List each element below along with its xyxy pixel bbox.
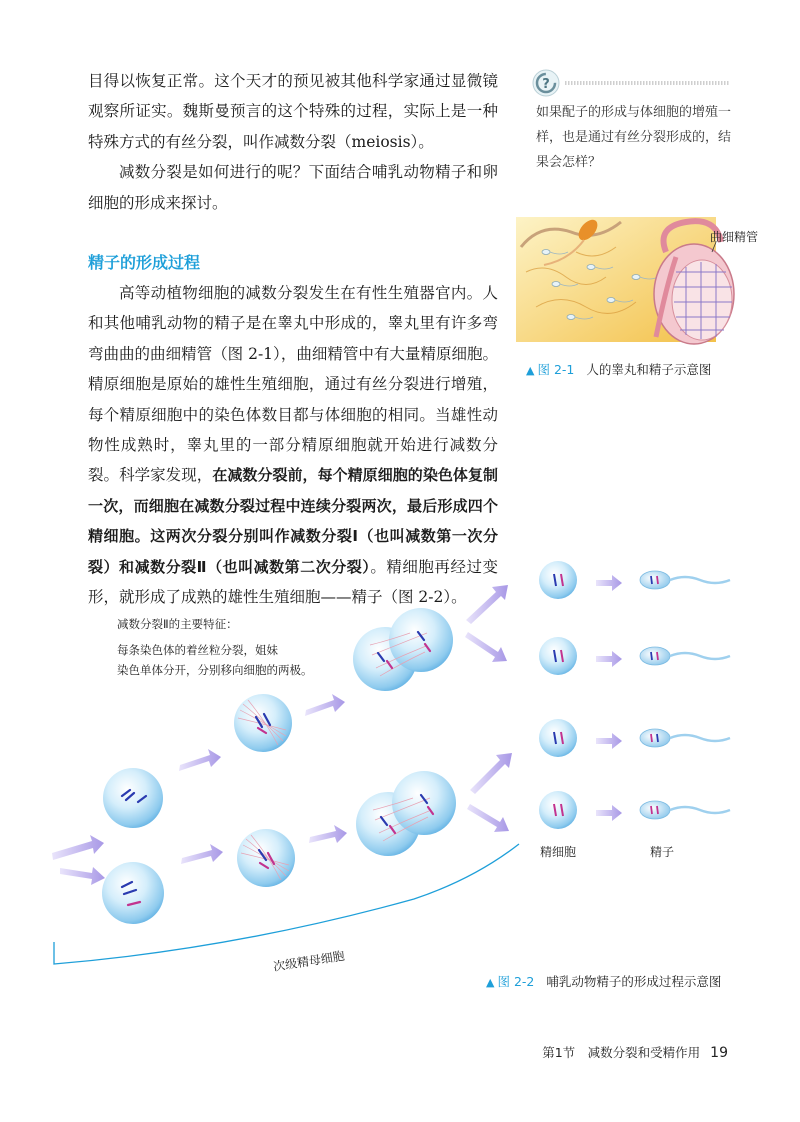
- paragraph-2: 减数分裂是如何进行的呢？下面结合哺乳动物精子和卵细胞的形成来探讨。: [88, 163, 498, 212]
- arrow-icon: [596, 651, 622, 667]
- figure-1-caption: [526, 360, 711, 378]
- paragraph-3-text-a: 高等动植物细胞的减数分裂发生在有性生殖器官内。人和其他哺乳动物的精子是在睾丸中形成的，睾丸里有许多弯弯曲曲的曲细精管（图 2-1），曲细精管中有大量精原细胞。精原细胞是原始的雄性生殖细胞，通过有丝分裂进行增殖，每个精原细胞中的染色体数目都与体细胞的相同。当雄性动物性成熟时，睾丸里的一部分精原细胞就开始进行减数分裂。科学家发现，: [88, 284, 498, 485]
- telophase-ii-cell: [356, 771, 456, 856]
- arrow-icon: [60, 867, 105, 885]
- arrow-icon: [596, 805, 622, 821]
- figure-1-caption-text: 人的睾丸和精子示意图: [586, 362, 712, 377]
- figure-2-caption: [486, 972, 721, 990]
- sperm-cell: [640, 647, 730, 665]
- section-heading: 精子的形成过程: [88, 253, 201, 273]
- metaphase-ii-cell: [234, 694, 292, 752]
- sidebar-question: 如果配子的形成与体细胞的增殖一样，也是通过有丝分裂形成的，结果会怎样？: [536, 105, 732, 170]
- spermatogenesis-diagram: [0, 557, 800, 980]
- arrow-icon: [596, 575, 622, 591]
- spermatid-label: 精细胞: [540, 845, 577, 859]
- meiosis-ii-note-line-2: 染色单体分开，分别移向细胞的两极。: [117, 663, 313, 677]
- figure-2-number: 图 2-2: [497, 974, 535, 989]
- page-number: 19: [710, 1045, 728, 1061]
- page-footer: [542, 1043, 728, 1061]
- arrow-icon: [52, 835, 104, 860]
- arrow-icon: [181, 844, 223, 864]
- arrow-icon: [465, 632, 507, 662]
- sperm-cell: [640, 571, 730, 589]
- spermatid-cell: [539, 791, 577, 829]
- paragraph-3-key-statement: 在减数分裂前，每个精原细胞的染色体复制一次，而细胞在减数分裂过程中连续分裂两次，最后形成四个精细胞。这两次分裂分别叫作减数分裂Ⅰ（也叫减数第一次分裂）和减数分裂Ⅱ（也叫减数第二次分裂）: [88, 466, 498, 576]
- sperm-label: 精子: [650, 845, 675, 859]
- paragraph-3-text-c: 。精细胞再经过变形，就形成了成熟的雄性生殖细胞——精子（图 2-2）。: [88, 557, 498, 607]
- entry-arrows: [52, 835, 105, 885]
- secondary-spermatocyte-cell: [103, 768, 163, 828]
- spermatid-cell: [539, 719, 577, 757]
- question-icon: [531, 68, 731, 98]
- sperm-cell: [640, 729, 730, 747]
- metaphase-ii-cell: [237, 829, 295, 887]
- meiosis-ii-note-line-1: 每条染色体的着丝粒分裂，姐妹: [117, 643, 278, 657]
- spermatid-cell: [539, 561, 577, 599]
- figure-2-caption-text: 哺乳动物精子的形成过程示意图: [546, 974, 722, 989]
- figure-1-number: 图 2-1: [537, 362, 575, 377]
- arrow-icon: [179, 749, 221, 771]
- svg-text:?: ?: [542, 77, 550, 92]
- caption-triangle-icon: ▲: [526, 364, 535, 377]
- secondary-spermatocyte-label: 次级精母细胞: [272, 948, 346, 974]
- arrow-icon: [305, 694, 345, 716]
- telophase-ii-cell: [353, 608, 453, 691]
- paragraph-1: 目得以恢复正常。这个天才的预见被其他科学家通过显微镜观察所证实。魏斯曼预言的这个特殊的过程，实际上是一种特殊方式的有丝分裂，叫作减数分裂（meiosis）。: [88, 72, 498, 151]
- arrow-icon: [466, 585, 508, 624]
- arrow-icon: [467, 804, 509, 832]
- caption-triangle-icon: ▲: [486, 976, 495, 989]
- main-text-column: [88, 66, 498, 613]
- sperm-cell: [640, 801, 730, 819]
- secondary-spermatocyte-cell: [102, 862, 164, 924]
- seminiferous-tubule-label: 曲细精管: [710, 230, 759, 244]
- arrow-icon: [309, 825, 347, 843]
- meiosis-ii-note-title: 减数分裂Ⅱ的主要特征：: [117, 617, 238, 631]
- spermatid-cell: [539, 637, 577, 675]
- arrow-icon: [596, 733, 622, 749]
- arrow-icon: [470, 753, 512, 794]
- footer-section-title: 第1节 减数分裂和受精作用: [542, 1045, 701, 1060]
